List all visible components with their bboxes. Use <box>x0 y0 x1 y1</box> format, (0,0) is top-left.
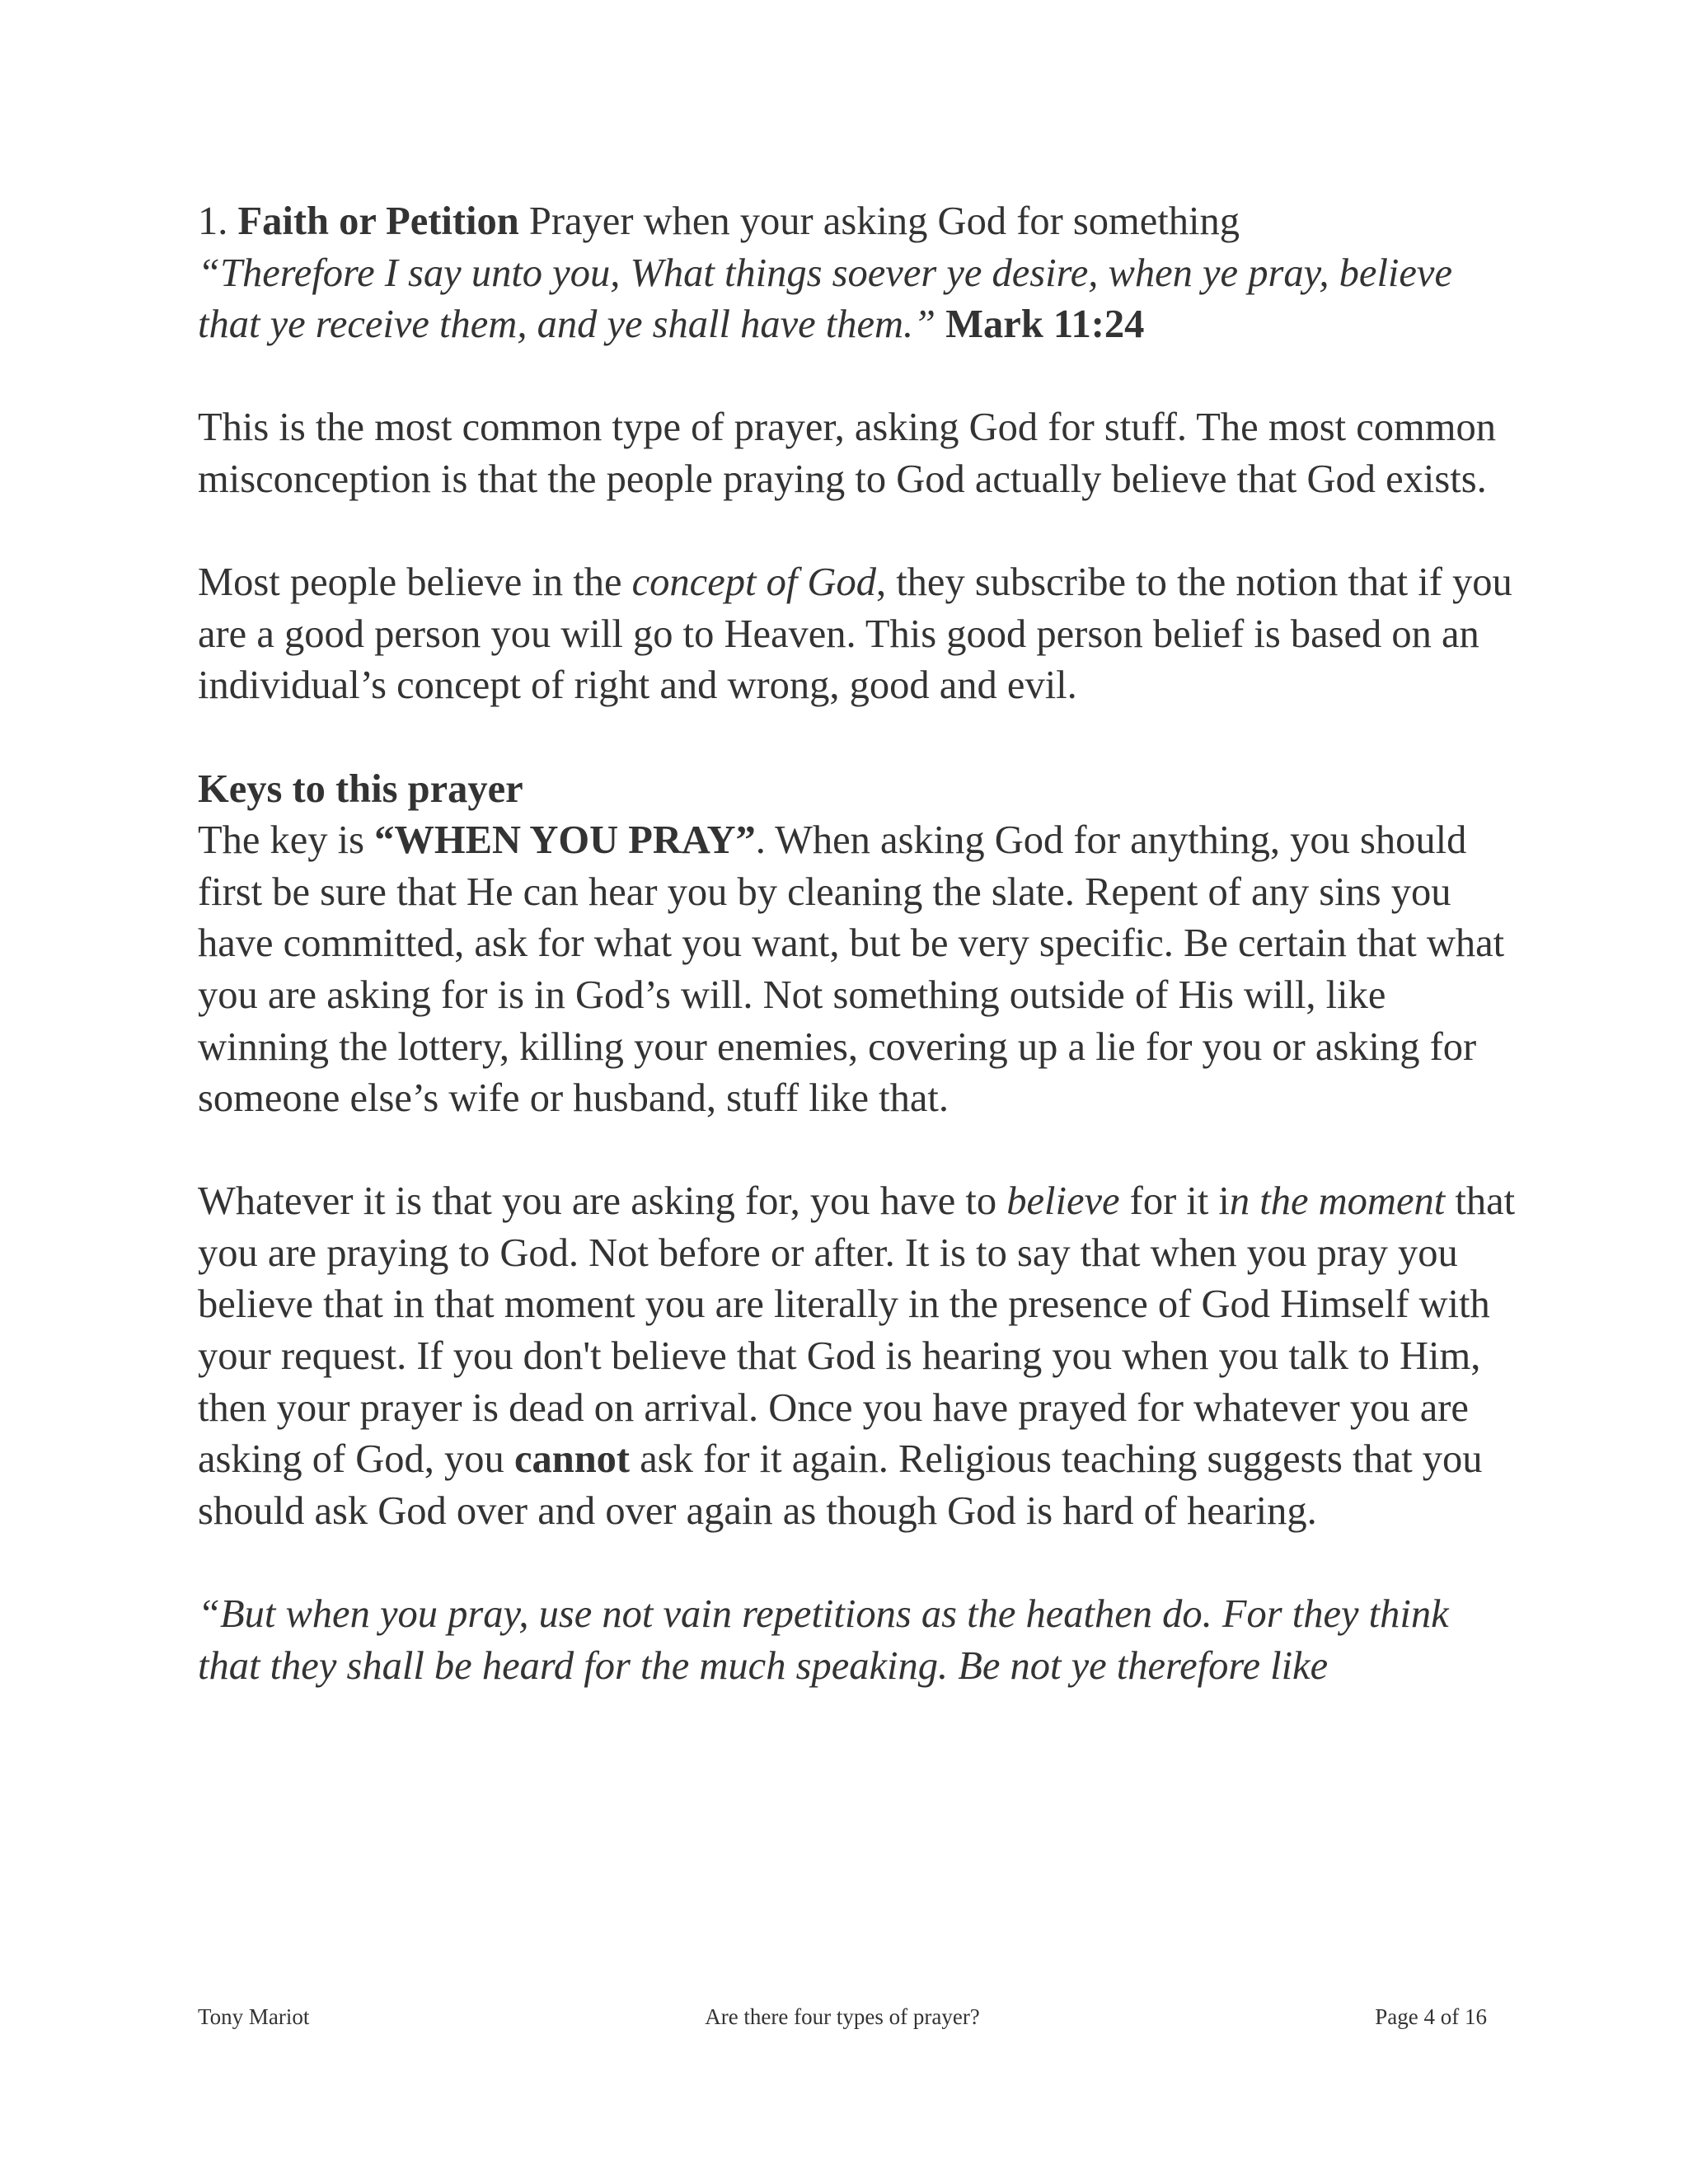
footer-author: Tony Mariot <box>198 2004 310 2029</box>
key-phrase: “WHEN YOU PRAY” <box>374 818 756 863</box>
paragraph-concept-of-god: Most people believe in the concept of God, they subscribe to the notion that if you are a good person you will go to Heaven. This good person belief is based on an individual’s concept of right and wrong, good and evil. <box>198 560 1512 708</box>
section-number: 1. <box>198 199 238 243</box>
section-intro: Prayer when your asking God for something <box>518 199 1240 243</box>
footer-page-number: Page 4 of 16 <box>1375 2004 1487 2029</box>
emphasis-concept-of-god: concept of God <box>631 560 876 605</box>
page-footer <box>198 2004 1487 2032</box>
paragraph-believe: Whatever it is that you are asking for, you have to believe for it in the moment that you are praying to God. Not before or after. It is to say that when you pray you believe that in that moment you are literally in the presence of God Himself with your request. If you don't believe that God is hearing you when you talk to Him, then your prayer is dead on arrival. Once you have prayed for whatever you are asking of God, you cannot ask for it again. Religious teaching suggests that you should ask God over and over again as though God is hard of hearing. <box>198 1179 1516 1533</box>
emphasis-believe: believe <box>1006 1179 1120 1224</box>
keys-body: . When asking God for anything, you should first be sure that He can hear you by cleaning the slate. Repent of any sins you have committed, ask for what you want, but be very specific. Be certain that what you are asking for is in God’s will. Not something outside of His will, like winning the lottery, killing your enemies, covering up a lie for you or asking for someone else’s wife or husband, stuff like that. <box>198 818 1505 1121</box>
emphasis-cannot: cannot <box>513 1437 631 1482</box>
closing-scripture-quote: “But when you pray, use not vain repetitions as the heathen do. For they think that they shall be heard for the much speaking. Be not ye therefore like <box>198 1592 1449 1688</box>
keys-section: Keys to this prayer The key is “WHEN YOU PRAY”. When asking God for anything, you should first be sure that He can hear you by cleaning the slate. Repent of any sins you have committed, ask for what you want, but be very specific. Be certain that what you are asking for is in God’s will. Not something outside of His will, like winning the lottery, killing your enemies, covering up a lie for you or asking for someone else’s wife or husband, stuff like that. <box>198 766 1505 1121</box>
keys-heading: Keys to this prayer <box>198 766 523 811</box>
footer-title: Are there four types of prayer? <box>705 2004 980 2029</box>
emphasis-moment: n the moment <box>1229 1179 1446 1224</box>
page-body <box>198 196 1517 1692</box>
paragraph-common-prayer: This is the most common type of prayer, asking God for stuff. The most common misconception is that the people praying to God actually believe that God exists. <box>198 405 1496 501</box>
scripture-reference: Mark 11:24 <box>935 302 1145 347</box>
section-heading: Faith or Petition <box>237 199 519 243</box>
section-faith-petition <box>198 196 1517 351</box>
scripture-quote: “Therefore I say unto you, What things soever ye desire, when ye pray, believe that ye receive them, and ye shall have them.” <box>198 251 1452 347</box>
